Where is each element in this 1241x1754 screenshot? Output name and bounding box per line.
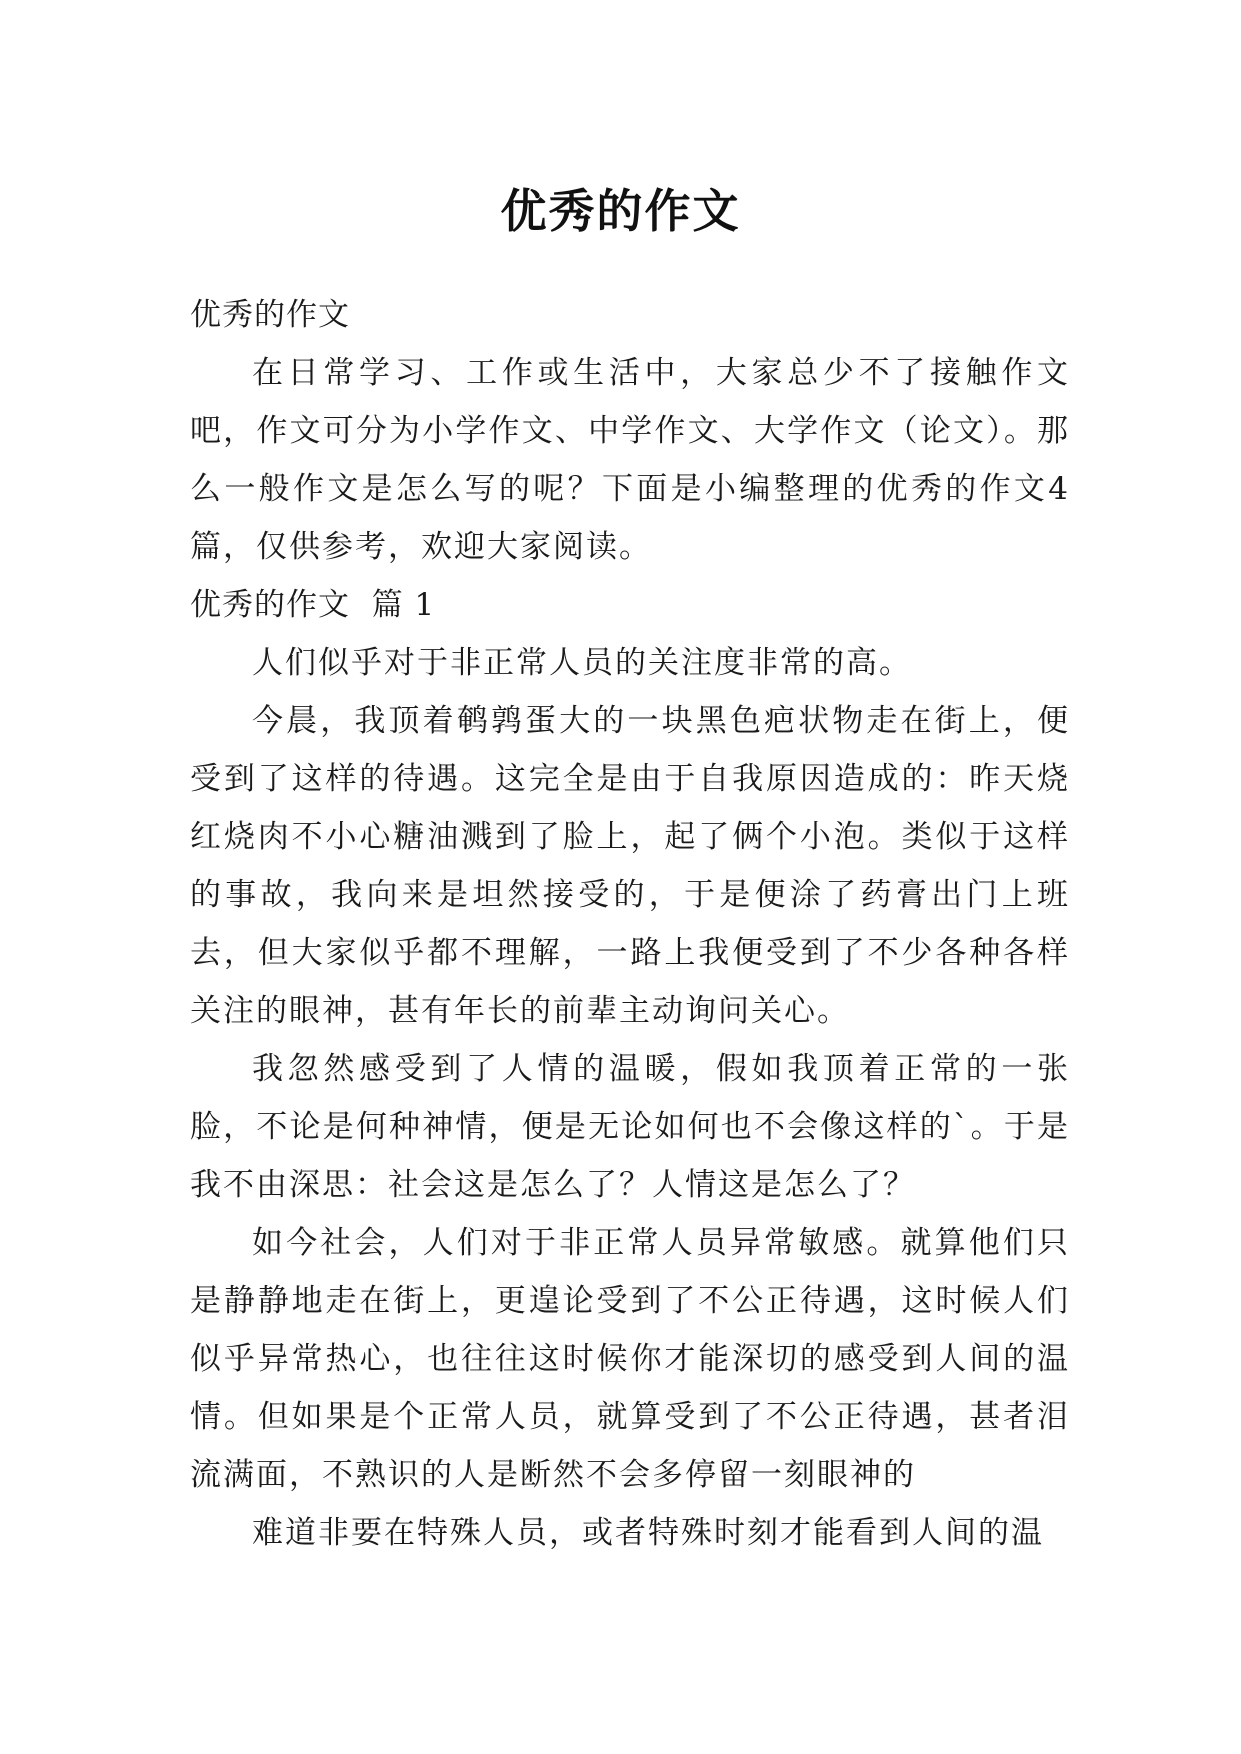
paragraph: 如今社会，人们对于非正常人员异常敏感。就算他们只是静静地走在街上，更遑论受到了不公正待遇，这时候人们似乎异常热心，也往往这时候你才能深切的感受到人间的温情。但如果是个正常人员，就算受到了不公正待遇，甚者泪流满面，不熟识的人是断然不会多停留一刻眼神的: [190, 1225, 1070, 1493]
paragraph: 难道非要在特殊人员，或者特殊时刻才能看到人间的温: [252, 1515, 1044, 1551]
document-title: 优秀的作文: [500, 183, 741, 238]
intro-paragraph: 在日常学习、工作或生活中，大家总少不了接触作文吧，作文可分为小学作文、中学作文、大学作文（论文）。那么一般作文是怎么写的呢？下面是小编整理的优秀的作文4篇，仅供参考，欢迎大家阅读。: [190, 355, 1070, 565]
paragraph: 我忽然感受到了人情的温暖，假如我顶着正常的一张脸，不论是何种神情，便是无论如何也不会像这样的`。于是我不由深思：社会这是怎么了？人情这是怎么了？: [190, 1051, 1070, 1203]
paragraph: 人们似乎对于非正常人员的关注度非常的高。: [252, 645, 912, 681]
paragraph: 今晨，我顶着鹌鹑蛋大的一块黑色疤状物走在街上，便受到了这样的待遇。这完全是由于自我原因造成的：昨天烧红烧肉不小心糖油溅到了脸上，起了俩个小泡。类似于这样的事故，我向来是坦然接受的，于是便涂了药膏出门上班去，但大家似乎都不理解，一路上我便受到了不少各种各样关注的眼神，甚有年长的前辈主动询问关心。: [190, 703, 1070, 1029]
section-heading: 优秀的作文: [190, 297, 350, 333]
article-heading: 优秀的作文 篇 1: [190, 587, 436, 623]
document-body: [190, 286, 1070, 1562]
